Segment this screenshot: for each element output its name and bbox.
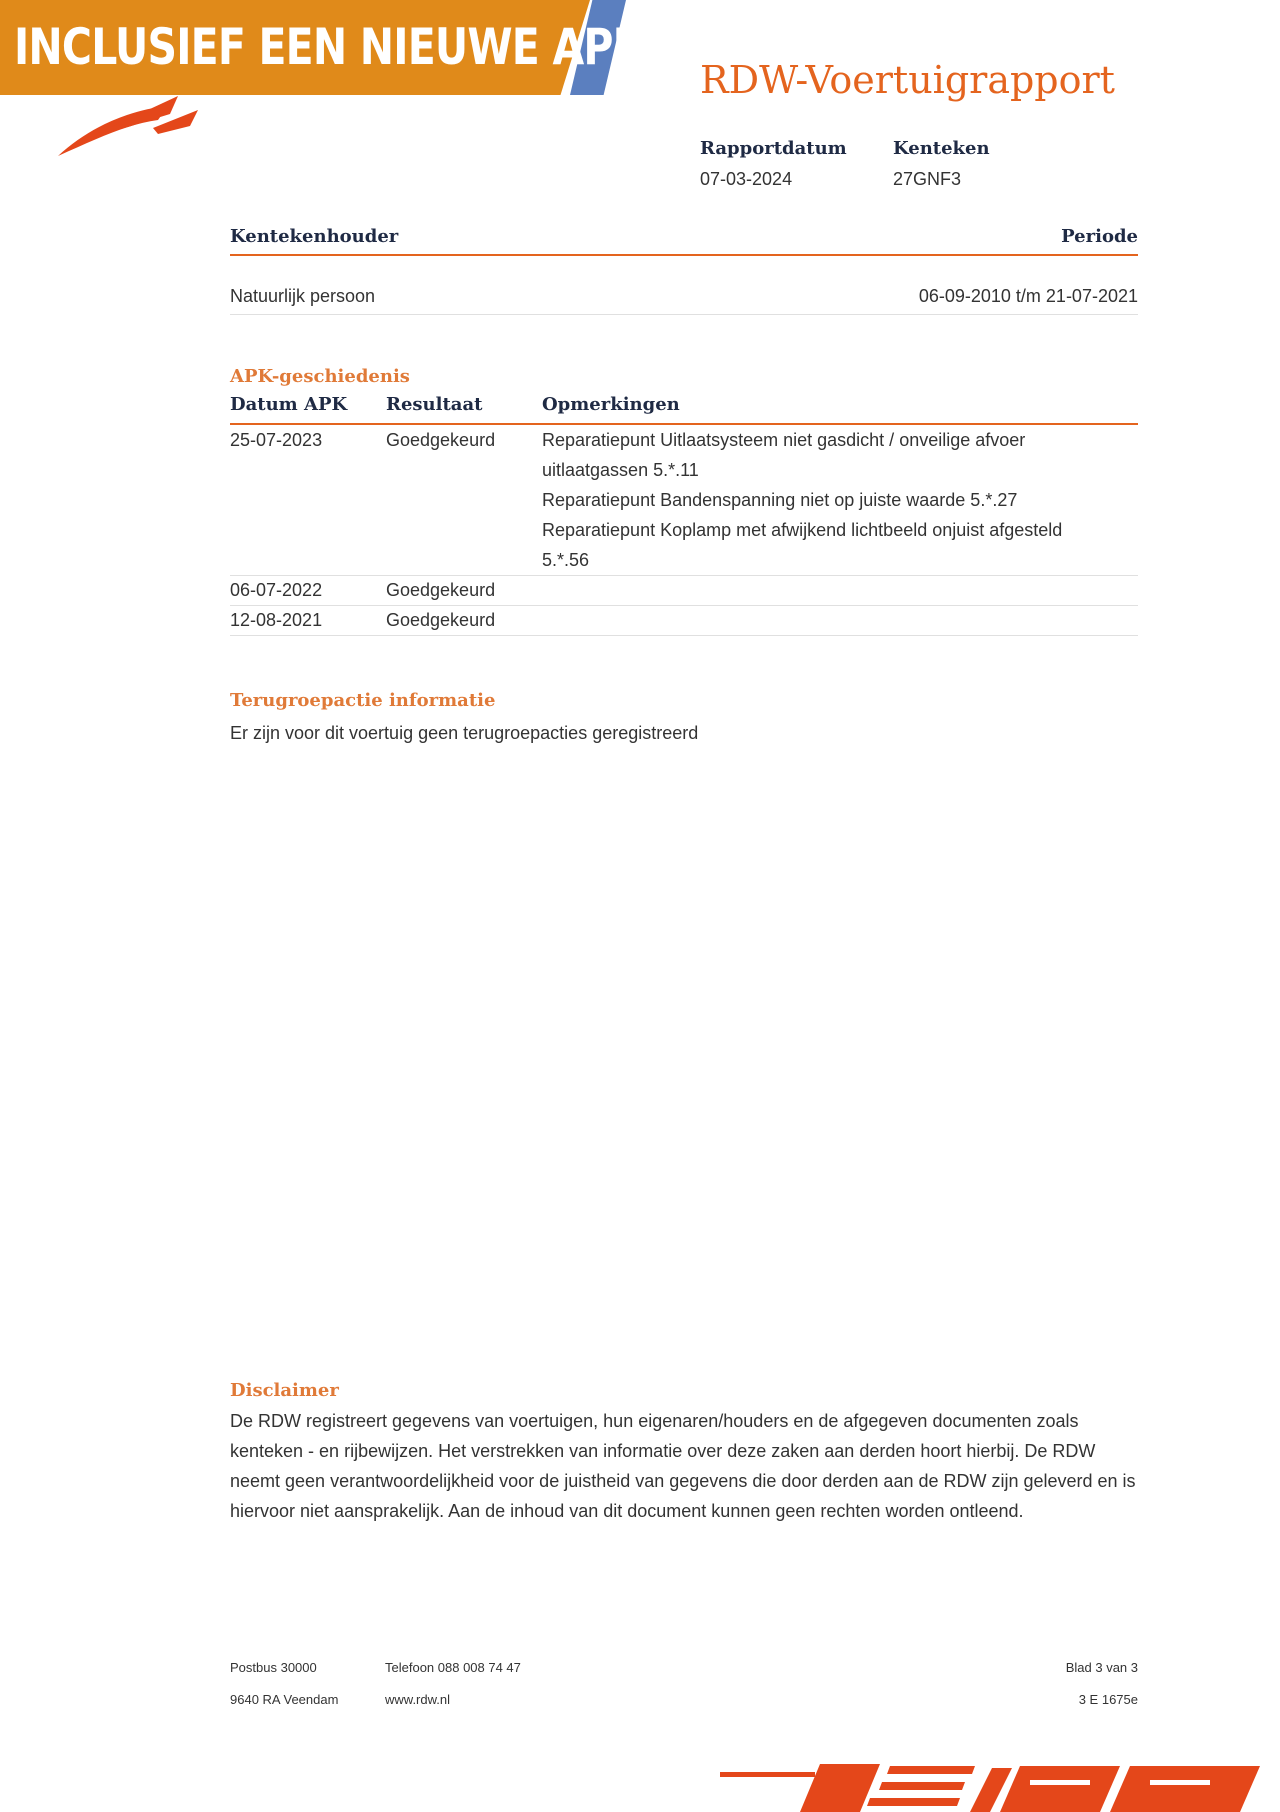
report-date-label: Rapportdatum	[700, 138, 847, 159]
holder-header-left: Kentekenhouder	[230, 226, 399, 247]
holder-header-right: Periode	[1061, 226, 1138, 247]
divider	[230, 254, 1138, 256]
apk-date: 12-08-2021	[230, 610, 323, 630]
apk-remark: uitlaatgassen 5.*.11	[542, 460, 699, 480]
footer-address2: 9640 RA Veendam	[230, 1692, 339, 1707]
apk-remark: 5.*.56	[542, 550, 590, 570]
license-plate-label: Kenteken	[893, 138, 990, 159]
apk-remark: Reparatiepunt Bandenspanning niet op juiste waarde 5.*.27	[542, 490, 1018, 510]
apk-date: 25-07-2023	[230, 430, 323, 450]
holder-header	[230, 226, 1138, 247]
report-date-value: 07-03-2024	[700, 169, 793, 189]
recall-text: Er zijn voor dit voertuig geen terugroepacties geregistreerd	[230, 723, 699, 743]
holder-row	[230, 286, 1138, 307]
report-date	[700, 138, 847, 190]
promo-banner-text: INCLUSIEF EEN NIEUWE APK	[14, 18, 644, 76]
col-result-header: Resultaat	[386, 394, 483, 415]
rdw-stripes-icon	[720, 1752, 1280, 1812]
apk-date: 06-07-2022	[230, 580, 323, 600]
apk-result: Goedgekeurd	[386, 430, 496, 450]
holder-type: Natuurlijk persoon	[230, 286, 376, 306]
license-plate-value: 27GNF3	[893, 169, 962, 189]
report-title: RDW-Voertuigrapport	[700, 58, 1115, 102]
disclaimer-title: Disclaimer	[230, 1380, 339, 1401]
footer-phone: Telefoon 088 008 74 47	[385, 1660, 521, 1675]
apk-section-title: APK-geschiedenis	[230, 366, 410, 387]
footer-code: 3 E 1675e	[1078, 1692, 1138, 1707]
apk-remark: Reparatiepunt Uitlaatsysteem niet gasdicht / onveilige afvoer	[542, 430, 1026, 450]
apk-table-header	[230, 394, 1138, 415]
disclaimer-text: De RDW registreert gegevens van voertuigen, hun eigenaren/houders en de afgegeven documenten zoals kenteken - en rijbewijzen. Het verstrekken van informatie over deze zaken aan derden hoort hierbij. De RDW neemt geen verantwoordelijkheid voor de juistheid van gegevens die door derden aan de RDW zijn geleverd en is hiervoor niet aansprakelijk. Aan de inhoud van dit document kunnen geen rechten worden ontleend.	[230, 1411, 1136, 1521]
footer-address1: Postbus 30000	[230, 1660, 317, 1675]
divider	[230, 314, 1138, 315]
apk-result: Goedgekeurd	[386, 580, 496, 600]
footer-website-link[interactable]: www.rdw.nl	[385, 1692, 451, 1707]
holder-period: 06-09-2010 t/m 21-07-2021	[918, 286, 1138, 306]
license-plate	[893, 138, 990, 190]
col-date-header: Datum APK	[230, 394, 348, 415]
divider	[230, 635, 1138, 636]
apk-remark: Reparatiepunt Koplamp met afwijkend lichtbeeld onjuist afgesteld	[542, 520, 1063, 540]
table-row	[230, 606, 1138, 635]
recall-title: Terugroepactie informatie	[230, 690, 496, 711]
col-remarks-header: Opmerkingen	[542, 394, 680, 415]
apk-result: Goedgekeurd	[386, 610, 496, 630]
table-row	[230, 576, 1138, 605]
footer-page: Blad 3 van 3	[1065, 1660, 1138, 1675]
table-row	[230, 425, 1138, 575]
rdw-logo-icon	[58, 88, 208, 158]
apk-remarks	[542, 425, 1138, 575]
apk-table	[230, 394, 1138, 636]
